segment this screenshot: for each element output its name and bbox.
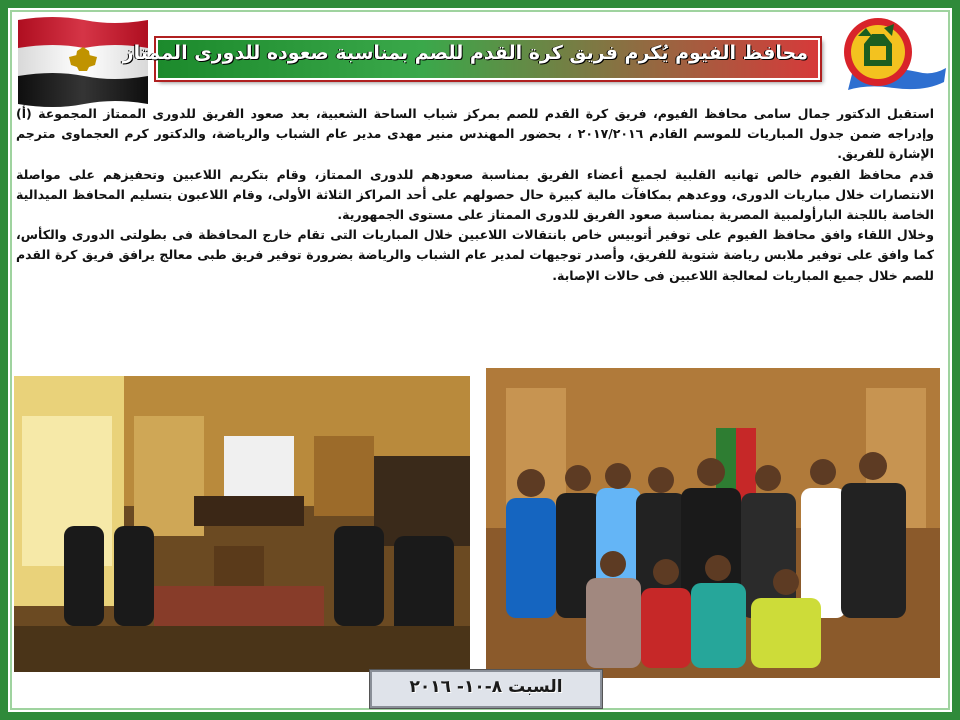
fayoum-logo-icon — [832, 10, 950, 102]
article-paragraph: استقبل الدكتور جمال سامى محافظ الفيوم، فريق كرة القدم للصم بمركز شباب الساحة الشعبية، بعد صعود الفريق للدورى الممتاز المجموعة (أ) وإدراجه ضمن جدول المباريات للموسم القادم ٢٠١٧/٢٠١٦ ، بحضور المهندس منير مهدى مدير عام الشباب والرياضة، والدكتور كرم العجماوى مترجم الإشارة للفريق. — [16, 106, 934, 162]
date-label: السبت ٨-١٠- ٢٠١٦ — [409, 677, 563, 697]
meeting-room-photo — [14, 376, 470, 672]
date-box — [370, 670, 602, 708]
team-group-photo — [486, 368, 940, 678]
article-body — [16, 104, 934, 362]
title-banner — [122, 38, 820, 80]
article-paragraph: وخلال اللقاء وافق محافظ الفيوم على توفير أتوبيس خاص بانتقالات اللاعبين خلال المباريات التى تقام خارج المحافظة فى بطولتى الدورى والكأس، كما وافق على توفير ملابس رياضة شتوية للفريق، وأصدر توجيهات لمدير عام الشباب والرياضة بضرورة توفير فريق طبى معالج يرافق فريق كرة القدم للصم خلال جميع المباريات لمعالجة اللاعبين فى حالات الإصابة. — [16, 227, 934, 283]
article-paragraph: قدم محافظ الفيوم خالص تهانيه القلبية لجميع أعضاء الفريق بمناسبة صعودهم للدورى الممتاز، وقام بتكريم اللاعبين وتحفيزهم على مواصلة الانتصارات خلال مباريات الدورى، ووعدهم بمكافآت مالية كبيرة حال حصولهم على أحد المراكز الثلاثة الأولى، وقام اللاعبون بتسليم المحافظ الميدالية الخاصة باللجنة البارأولمبية المصرية بمناسبة صعود الفريق للدورى الممتاز على مستوى الجمهورية. — [16, 166, 934, 223]
page-title: محافظ الفيوم يُكرم فريق كرة القدم للصم بمناسبة صعوده للدورى الممتاز — [122, 42, 808, 64]
